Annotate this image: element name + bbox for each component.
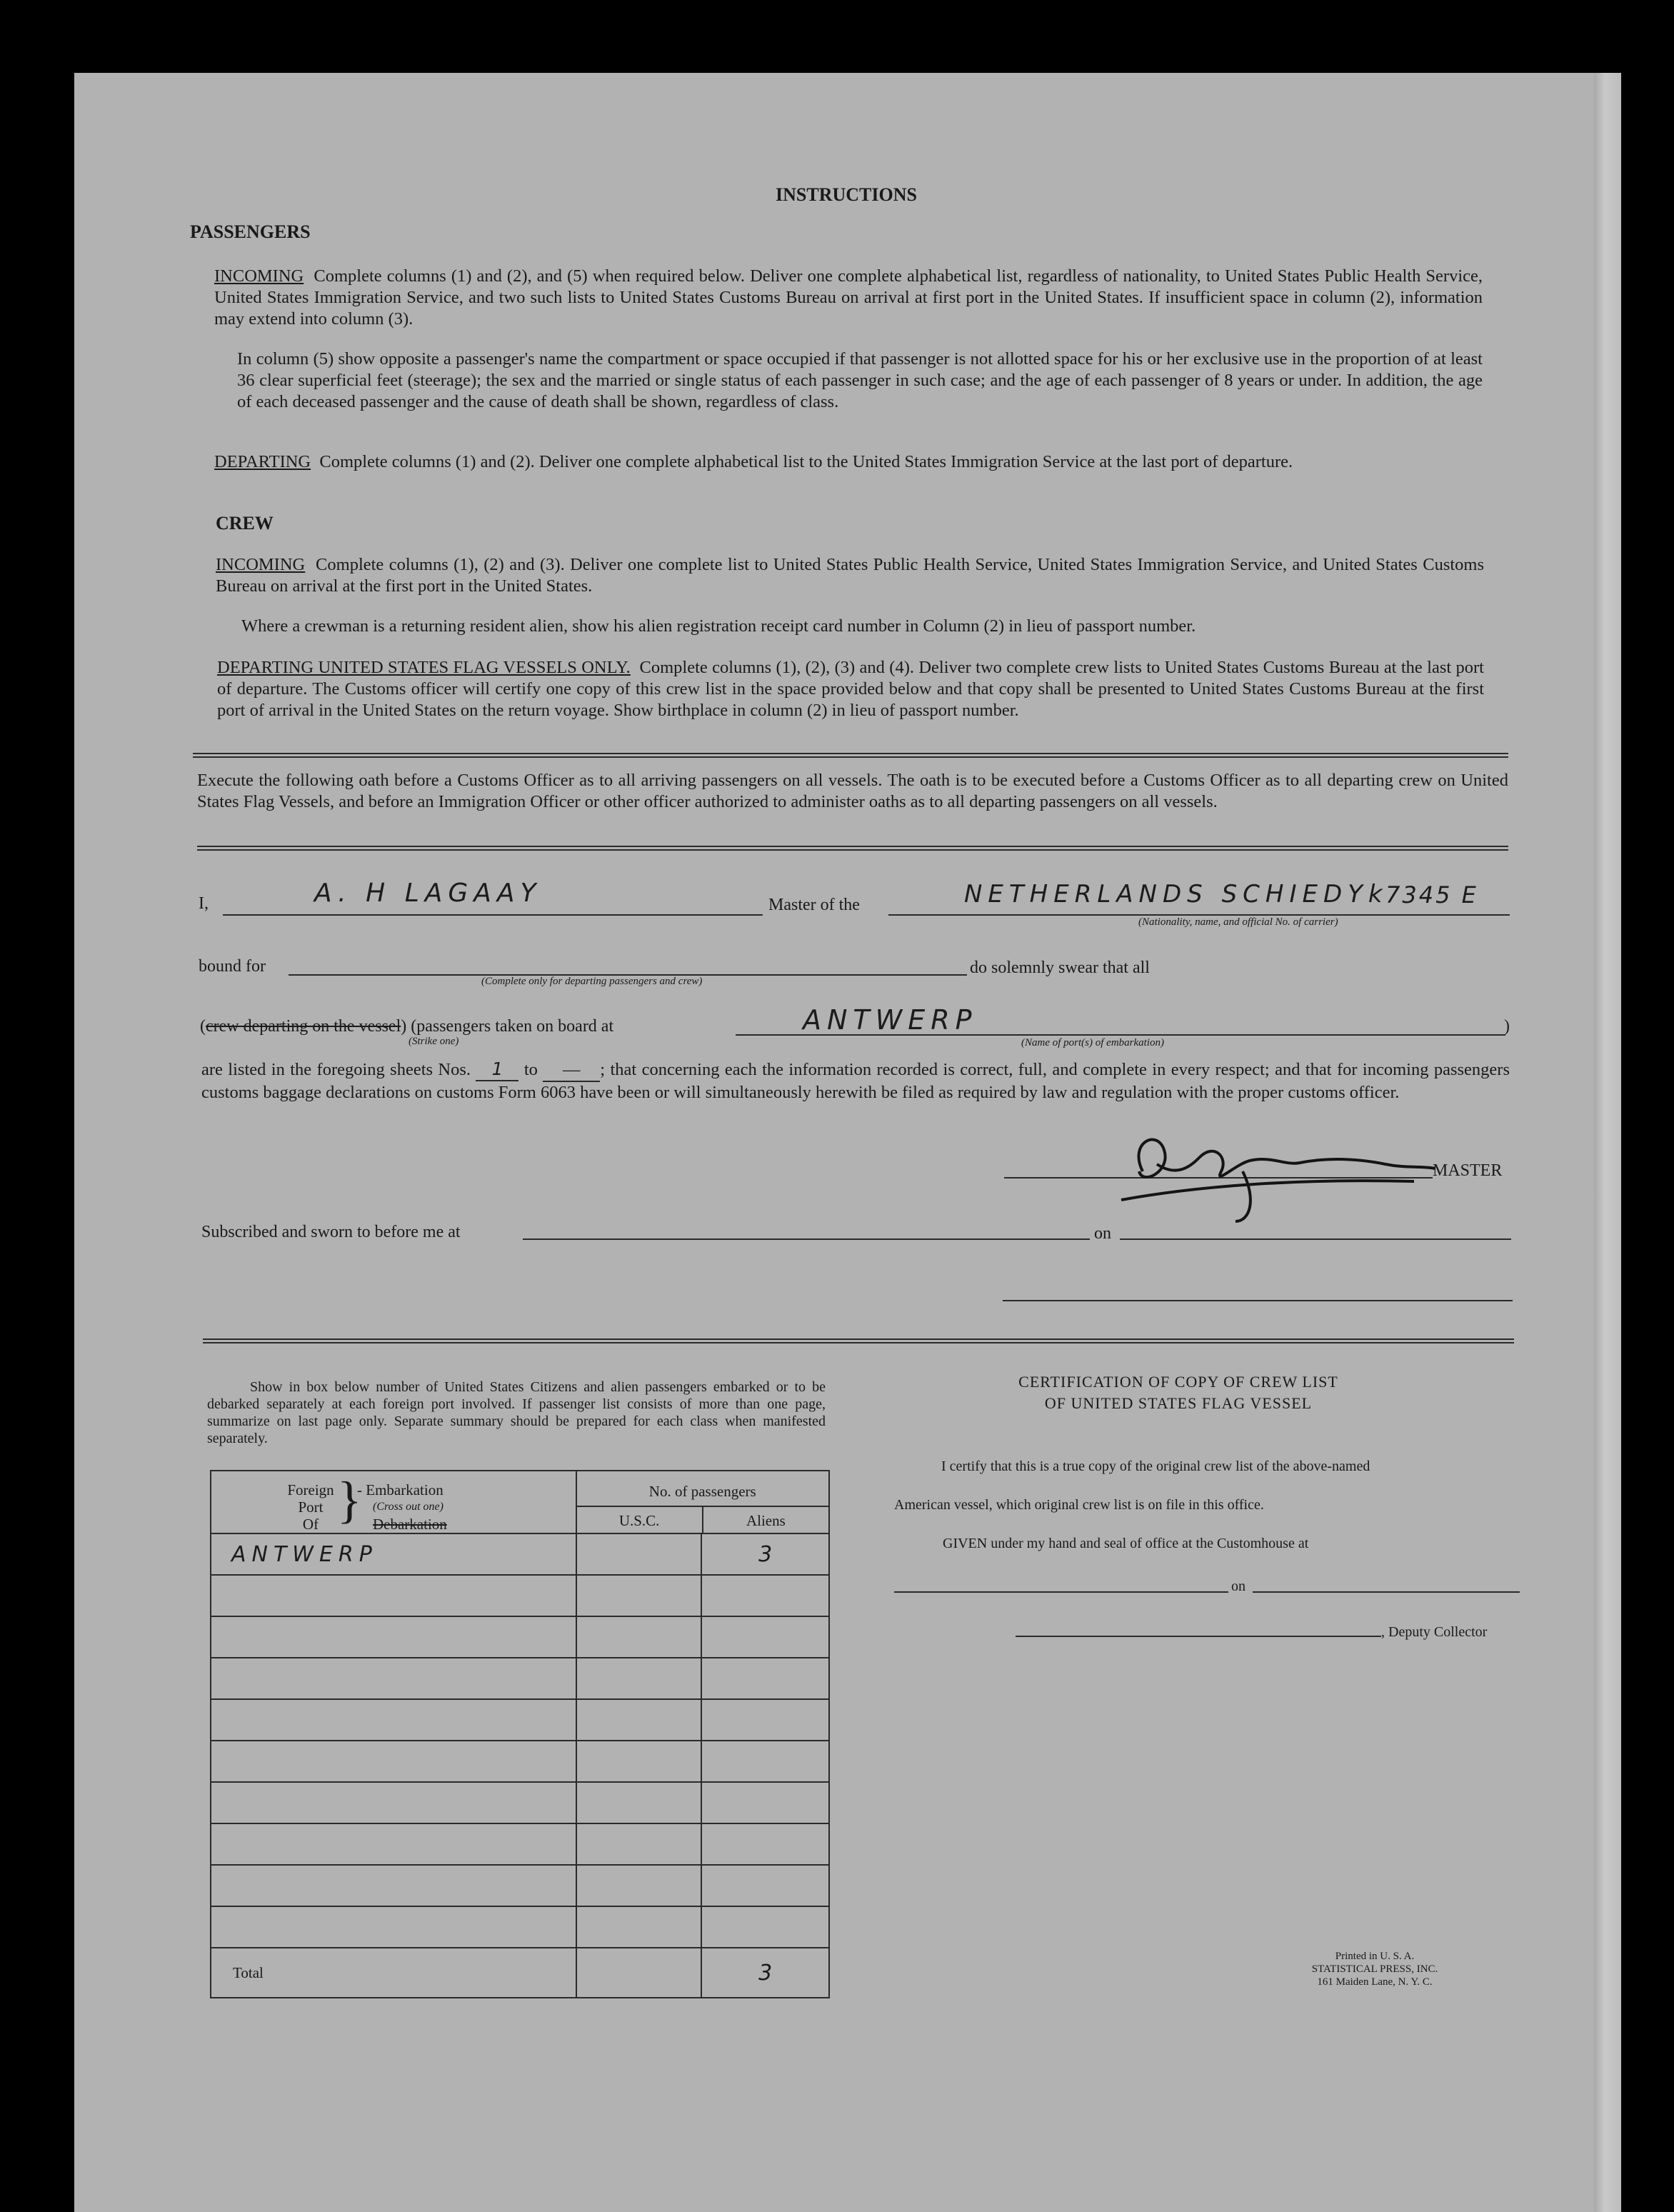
table-row bbox=[211, 1616, 829, 1658]
usc-cell[interactable] bbox=[576, 1616, 702, 1658]
port-cell[interactable] bbox=[211, 1906, 576, 1948]
crew-incoming-label: INCOMING bbox=[216, 555, 306, 574]
port-cell[interactable] bbox=[211, 1865, 576, 1906]
embark-caption: (Name of port(s) of embarkation) bbox=[1021, 1037, 1164, 1049]
passengers-departing-paragraph bbox=[214, 451, 1483, 473]
usc-header: U.S.C. bbox=[577, 1507, 703, 1534]
total-row bbox=[211, 1948, 829, 1998]
bound-for-label: bound for bbox=[199, 957, 266, 976]
table-row bbox=[211, 1658, 829, 1699]
incoming-label: INCOMING bbox=[214, 266, 304, 286]
table-row bbox=[211, 1575, 829, 1616]
printer-line3: 161 Maiden Lane, N. Y. C. bbox=[1317, 1976, 1433, 1988]
strike-caption: (Strike one) bbox=[409, 1036, 459, 1047]
table-row bbox=[211, 1865, 829, 1906]
i-label: I, bbox=[199, 894, 209, 913]
aliens-cell[interactable] bbox=[701, 1906, 829, 1948]
master-signature bbox=[1114, 1121, 1450, 1228]
listed-paragraph bbox=[201, 1059, 1510, 1104]
vessel-line bbox=[888, 914, 1510, 916]
crewman-paragraph: Where a crewman is a returning resident alien, show his alien registration receipt card number in Column (2) in lieu of passport number. bbox=[241, 616, 1196, 636]
aliens-cell[interactable] bbox=[701, 1865, 829, 1906]
foreign-port-of-label: Foreign Port Of bbox=[287, 1481, 334, 1533]
table-row bbox=[211, 1741, 829, 1782]
embark-port-field[interactable]: ANTWERP bbox=[803, 1004, 978, 1036]
certify-line1: I certify that this is a true copy of the original crew list of the above-named bbox=[941, 1458, 1370, 1474]
on-label: on bbox=[1094, 1224, 1111, 1243]
table-header-passengers bbox=[576, 1471, 830, 1533]
port-cell[interactable] bbox=[211, 1658, 576, 1699]
departing-flag-text: Complete columns (1), (2), (3) and (4). Deliver two complete crew lists to United States Customs Bureau at the last port of departure. The Customs officer will certify one copy of this crew list in the space provided below and that copy shall be presented to United States Customs Bureau at the first port of arrival in the United States on the return voyage. Show birthplace in column (2) in lieu of passport number. bbox=[217, 658, 1484, 720]
usc-cell[interactable] bbox=[576, 1823, 702, 1865]
given-line: GIVEN under my hand and seal of office at the Customhouse at bbox=[943, 1536, 1309, 1551]
sworn-place-line[interactable] bbox=[523, 1238, 1090, 1240]
cert-on-label: on bbox=[1231, 1578, 1246, 1594]
departing-label: DEPARTING bbox=[214, 452, 311, 471]
table-row bbox=[211, 1699, 829, 1741]
passengers-on-board-label: ) (passengers taken on board at bbox=[401, 1017, 614, 1036]
column5-paragraph: In column (5) show opposite a passenger's name the compartment or space occupied if that passenger is not allotted space for his or her exclusive use in the proportion of at least 36 clear superficial feet (steerage); the sex and the married or single status of each passenger in such case; and the age of each passenger of 8 years or under. In addition, the age of each deceased passenger and the cause of death shall be shown, regardless of class. bbox=[237, 349, 1483, 411]
passengers-incoming-paragraph bbox=[214, 266, 1483, 330]
crew-incoming-paragraph bbox=[216, 554, 1484, 597]
usc-cell[interactable] bbox=[576, 1741, 702, 1782]
ports-table bbox=[210, 1470, 830, 1998]
divider bbox=[193, 753, 1508, 758]
certification-title-line1: CERTIFICATION OF COPY OF CREW LIST bbox=[1018, 1373, 1338, 1391]
embarkation-label: - Embarkation bbox=[357, 1481, 443, 1498]
sheet-from-field[interactable]: 1 bbox=[476, 1059, 518, 1081]
page-edge bbox=[1594, 73, 1621, 2212]
aliens-cell[interactable]: 3 bbox=[701, 1533, 829, 1575]
crew-heading: CREW bbox=[216, 513, 274, 534]
vessel-caption: (Nationality, name, and official No. of carrier) bbox=[1138, 916, 1338, 928]
no-passengers-label: No. of passengers bbox=[648, 1483, 756, 1500]
vessel-field[interactable]: NETHERLANDS SCHIEDYk bbox=[964, 880, 1388, 909]
subscribed-label: Subscribed and sworn to before me at bbox=[201, 1223, 461, 1241]
departing-flag-label: DEPARTING UNITED STATES FLAG VESSELS ONLY. bbox=[217, 658, 631, 677]
total-aliens-cell[interactable]: 3 bbox=[701, 1948, 829, 1998]
page-title: INSTRUCTIONS bbox=[776, 184, 917, 205]
struck-crew-departing: crew departing on the vessel bbox=[206, 1017, 401, 1036]
certification-title bbox=[928, 1371, 1428, 1414]
deputy-signature-line[interactable] bbox=[1016, 1636, 1381, 1637]
usc-cell[interactable] bbox=[576, 1906, 702, 1948]
aliens-cell[interactable] bbox=[701, 1699, 829, 1741]
listed-rest: ; that concerning each the information recorded is correct, full, and complete in every respect; and that for incoming passengers customs baggage declarations on customs Form 6063 have been or will simultaneously herewith be filed as required by law and regulation with the proper customs officer. bbox=[201, 1060, 1510, 1102]
cross-out-label: (Cross out one) bbox=[373, 1501, 443, 1513]
usc-cell[interactable] bbox=[576, 1575, 702, 1616]
aliens-cell[interactable] bbox=[701, 1782, 829, 1823]
printer-line1: Printed in U. S. A. bbox=[1335, 1951, 1415, 1962]
printer-line2: STATISTICAL PRESS, INC. bbox=[1311, 1963, 1438, 1975]
port-cell[interactable] bbox=[211, 1575, 576, 1616]
to-label: to bbox=[523, 1060, 538, 1079]
sheet-to-field[interactable]: — bbox=[543, 1059, 600, 1082]
usc-cell[interactable] bbox=[576, 1782, 702, 1823]
aliens-cell[interactable] bbox=[701, 1741, 829, 1782]
certify-line2: American vessel, which original crew list is on file in this office. bbox=[894, 1497, 1264, 1513]
usc-cell[interactable] bbox=[576, 1533, 702, 1575]
total-usc-cell[interactable] bbox=[576, 1948, 702, 1998]
vessel-number-field[interactable]: 7345 E bbox=[1385, 881, 1478, 909]
swear-label: do solemnly swear that all bbox=[970, 959, 1150, 977]
table-row bbox=[211, 1906, 829, 1948]
usc-cell[interactable] bbox=[576, 1699, 702, 1741]
master-label: MASTER bbox=[1433, 1161, 1503, 1180]
listed-label: are listed in the foregoing sheets Nos. bbox=[201, 1060, 471, 1079]
port-cell[interactable]: ANTWERP bbox=[211, 1533, 576, 1575]
sworn-date-line[interactable] bbox=[1120, 1238, 1511, 1240]
usc-cell[interactable] bbox=[576, 1658, 702, 1699]
certification-title-line2: OF UNITED STATES FLAG VESSEL bbox=[1044, 1394, 1313, 1412]
close-paren: ) bbox=[1504, 1017, 1510, 1036]
departing-flag-paragraph bbox=[217, 657, 1484, 721]
divider bbox=[203, 1338, 1514, 1343]
aliens-cell[interactable] bbox=[701, 1823, 829, 1865]
port-cell[interactable] bbox=[211, 1699, 576, 1741]
oath-intro-paragraph: Execute the following oath before a Customs Officer as to all arriving passengers on all vessels. The oath is to be executed before a Customs Officer as to all departing crew on United States Flag Vessels, and before an Immigration Officer or other officer authorized to administer oaths as to all departing passengers on all vessels. bbox=[197, 771, 1508, 811]
table-header-port bbox=[211, 1471, 576, 1533]
embark-options bbox=[357, 1481, 447, 1533]
crew-incoming-text: Complete columns (1), (2) and (3). Deliver one complete list to United States Public Health Service, United States Immigration Service, and United States Customs Bureau on arrival at the first port in the United States. bbox=[216, 555, 1485, 596]
table-row bbox=[211, 1823, 829, 1865]
port-cell[interactable] bbox=[211, 1823, 576, 1865]
printer-imprint bbox=[1300, 1950, 1450, 1988]
master-name-line bbox=[223, 914, 763, 916]
aliens-header: Aliens bbox=[746, 1512, 786, 1529]
crew-passengers-line: (crew departing on the vessel) (passengers taken on board at bbox=[200, 1017, 614, 1036]
port-cell[interactable] bbox=[211, 1616, 576, 1658]
summary-note: Show in box below number of United States Citizens and alien passengers embarked or to be debarked separately at each foreign port involved. If passenger list consists of more than one page, summarize on last page only. Separate summary should be prepared for each class when manifested separately. bbox=[207, 1379, 826, 1446]
port-cell[interactable] bbox=[211, 1782, 576, 1823]
debarkation-label: Debarkation bbox=[373, 1516, 447, 1533]
usc-cell[interactable] bbox=[576, 1865, 702, 1906]
subheader-row bbox=[577, 1506, 829, 1534]
divider bbox=[197, 846, 1508, 851]
aliens-cell[interactable] bbox=[701, 1575, 829, 1616]
customhouse-line[interactable] bbox=[894, 1591, 1228, 1593]
deputy-collector-label: , Deputy Collector bbox=[1381, 1624, 1488, 1640]
table-row bbox=[211, 1533, 829, 1575]
master-of-label: Master of the bbox=[768, 896, 860, 914]
port-cell[interactable] bbox=[211, 1741, 576, 1782]
master-name-field[interactable]: A. H LAGAAY bbox=[314, 879, 542, 908]
brace: } bbox=[337, 1471, 362, 1528]
aliens-cell[interactable] bbox=[701, 1658, 829, 1699]
incoming-text: Complete columns (1) and (2), and (5) when required below. Deliver one complete alphabetical list, regardless of nationality, to United States Public Health Service, United States Immigration Service, and two such lists to United States Customs Bureau on arrival at first port in the United States. If insufficient space in column (2), information may extend into column (3). bbox=[214, 266, 1483, 329]
departing-text: Complete columns (1) and (2). Deliver one complete alphabetical list to the United States Immigration Service at the last port of departure. bbox=[319, 452, 1293, 471]
passengers-heading: PASSENGERS bbox=[190, 221, 311, 242]
cert-date-line[interactable] bbox=[1253, 1591, 1520, 1593]
total-label: Total bbox=[211, 1948, 576, 1998]
bound-caption: (Complete only for departing passengers and crew) bbox=[481, 976, 703, 987]
aliens-cell[interactable] bbox=[701, 1616, 829, 1658]
officer-signature-line[interactable] bbox=[1003, 1300, 1513, 1301]
table-row bbox=[211, 1782, 829, 1823]
